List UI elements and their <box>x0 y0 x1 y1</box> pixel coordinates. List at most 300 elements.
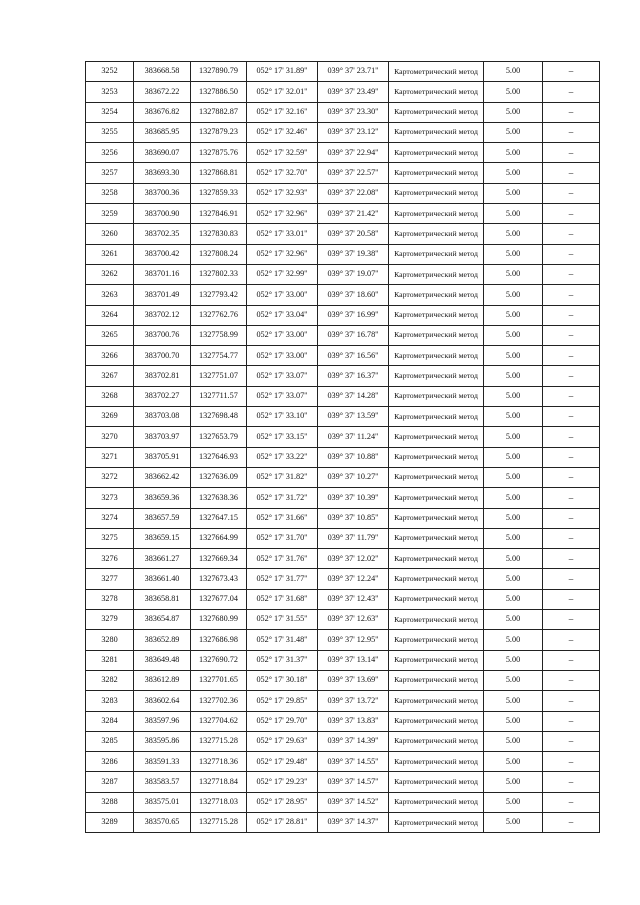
longitude-cell: 039° 37' 14.52" <box>318 792 389 812</box>
table-row <box>86 325 600 345</box>
longitude-cell: 039° 37' 23.49" <box>318 82 389 102</box>
accuracy-cell: 5.00 <box>484 711 543 731</box>
longitude-cell: 039° 37' 12.43" <box>318 589 389 609</box>
longitude-cell: 039° 37' 10.27" <box>318 467 389 487</box>
method-cell: Картометрический метод <box>389 386 484 406</box>
note-cell: – <box>543 447 600 467</box>
latitude-cell: 052° 17' 33.15" <box>247 427 318 447</box>
x-coordinate-cell: 383658.81 <box>134 589 191 609</box>
x-coordinate-cell: 383701.49 <box>134 285 191 305</box>
latitude-cell: 052° 17' 33.01" <box>247 224 318 244</box>
x-coordinate-cell: 383700.76 <box>134 325 191 345</box>
note-cell: – <box>543 792 600 812</box>
note-cell: – <box>543 305 600 325</box>
y-coordinate-cell: 1327882.87 <box>191 102 247 122</box>
accuracy-cell: 5.00 <box>484 204 543 224</box>
table-row <box>86 650 600 670</box>
y-coordinate-cell: 1327762.76 <box>191 305 247 325</box>
x-coordinate-cell: 383693.30 <box>134 163 191 183</box>
x-coordinate-cell: 383700.70 <box>134 346 191 366</box>
longitude-cell: 039° 37' 11.79" <box>318 528 389 548</box>
method-cell: Картометрический метод <box>389 772 484 792</box>
y-coordinate-cell: 1327718.84 <box>191 772 247 792</box>
note-cell: – <box>543 772 600 792</box>
y-coordinate-cell: 1327890.79 <box>191 62 247 82</box>
note-cell: – <box>543 508 600 528</box>
table-row <box>86 183 600 203</box>
latitude-cell: 052° 17' 29.23" <box>247 772 318 792</box>
method-cell: Картометрический метод <box>389 752 484 772</box>
latitude-cell: 052° 17' 28.81" <box>247 812 318 832</box>
table-row <box>86 772 600 792</box>
y-coordinate-cell: 1327715.28 <box>191 731 247 751</box>
note-cell: – <box>543 549 600 569</box>
method-cell: Картометрический метод <box>389 224 484 244</box>
x-coordinate-cell: 383659.36 <box>134 488 191 508</box>
longitude-cell: 039° 37' 10.88" <box>318 447 389 467</box>
x-coordinate-cell: 383612.89 <box>134 670 191 690</box>
longitude-cell: 039° 37' 19.38" <box>318 244 389 264</box>
table-row <box>86 346 600 366</box>
accuracy-cell: 5.00 <box>484 122 543 142</box>
y-coordinate-cell: 1327664.99 <box>191 528 247 548</box>
longitude-cell: 039° 37' 10.85" <box>318 508 389 528</box>
point-number-cell: 3283 <box>86 691 134 711</box>
note-cell: – <box>543 325 600 345</box>
y-coordinate-cell: 1327690.72 <box>191 650 247 670</box>
note-cell: – <box>543 528 600 548</box>
x-coordinate-cell: 383595.86 <box>134 731 191 751</box>
table-row <box>86 447 600 467</box>
accuracy-cell: 5.00 <box>484 386 543 406</box>
table-row <box>86 508 600 528</box>
latitude-cell: 052° 17' 33.07" <box>247 386 318 406</box>
table-row <box>86 204 600 224</box>
point-number-cell: 3253 <box>86 82 134 102</box>
longitude-cell: 039° 37' 18.60" <box>318 285 389 305</box>
point-number-cell: 3289 <box>86 812 134 832</box>
accuracy-cell: 5.00 <box>484 285 543 305</box>
latitude-cell: 052° 17' 30.18" <box>247 670 318 690</box>
longitude-cell: 039° 37' 13.14" <box>318 650 389 670</box>
latitude-cell: 052° 17' 33.22" <box>247 447 318 467</box>
y-coordinate-cell: 1327638.36 <box>191 488 247 508</box>
accuracy-cell: 5.00 <box>484 731 543 751</box>
point-number-cell: 3262 <box>86 264 134 284</box>
y-coordinate-cell: 1327677.04 <box>191 589 247 609</box>
x-coordinate-cell: 383672.22 <box>134 82 191 102</box>
x-coordinate-cell: 383652.89 <box>134 630 191 650</box>
accuracy-cell: 5.00 <box>484 549 543 569</box>
latitude-cell: 052° 17' 29.85" <box>247 691 318 711</box>
table-row <box>86 163 600 183</box>
note-cell: – <box>543 467 600 487</box>
table-body <box>86 62 600 833</box>
accuracy-cell: 5.00 <box>484 427 543 447</box>
longitude-cell: 039° 37' 12.63" <box>318 610 389 630</box>
table-row <box>86 366 600 386</box>
note-cell: – <box>543 264 600 284</box>
latitude-cell: 052° 17' 33.10" <box>247 407 318 427</box>
table-row <box>86 569 600 589</box>
x-coordinate-cell: 383662.42 <box>134 467 191 487</box>
point-number-cell: 3257 <box>86 163 134 183</box>
longitude-cell: 039° 37' 23.71" <box>318 62 389 82</box>
table-row <box>86 670 600 690</box>
longitude-cell: 039° 37' 23.12" <box>318 122 389 142</box>
x-coordinate-cell: 383676.82 <box>134 102 191 122</box>
y-coordinate-cell: 1327702.36 <box>191 691 247 711</box>
longitude-cell: 039° 37' 10.39" <box>318 488 389 508</box>
point-number-cell: 3273 <box>86 488 134 508</box>
x-coordinate-cell: 383597.96 <box>134 711 191 731</box>
table-row <box>86 285 600 305</box>
y-coordinate-cell: 1327680.99 <box>191 610 247 630</box>
latitude-cell: 052° 17' 31.76" <box>247 549 318 569</box>
method-cell: Картометрический метод <box>389 528 484 548</box>
y-coordinate-cell: 1327808.24 <box>191 244 247 264</box>
longitude-cell: 039° 37' 16.56" <box>318 346 389 366</box>
accuracy-cell: 5.00 <box>484 264 543 284</box>
latitude-cell: 052° 17' 28.95" <box>247 792 318 812</box>
point-number-cell: 3264 <box>86 305 134 325</box>
accuracy-cell: 5.00 <box>484 244 543 264</box>
longitude-cell: 039° 37' 14.28" <box>318 386 389 406</box>
note-cell: – <box>543 386 600 406</box>
y-coordinate-cell: 1327636.09 <box>191 467 247 487</box>
x-coordinate-cell: 383700.42 <box>134 244 191 264</box>
latitude-cell: 052° 17' 31.48" <box>247 630 318 650</box>
method-cell: Картометрический метод <box>389 305 484 325</box>
method-cell: Картометрический метод <box>389 508 484 528</box>
x-coordinate-cell: 383702.27 <box>134 386 191 406</box>
method-cell: Картометрический метод <box>389 691 484 711</box>
x-coordinate-cell: 383702.35 <box>134 224 191 244</box>
y-coordinate-cell: 1327868.81 <box>191 163 247 183</box>
latitude-cell: 052° 17' 32.99" <box>247 264 318 284</box>
y-coordinate-cell: 1327758.99 <box>191 325 247 345</box>
point-number-cell: 3252 <box>86 62 134 82</box>
y-coordinate-cell: 1327875.76 <box>191 143 247 163</box>
point-number-cell: 3278 <box>86 589 134 609</box>
point-number-cell: 3285 <box>86 731 134 751</box>
y-coordinate-cell: 1327830.83 <box>191 224 247 244</box>
table-row <box>86 244 600 264</box>
method-cell: Картометрический метод <box>389 285 484 305</box>
latitude-cell: 052° 17' 33.00" <box>247 325 318 345</box>
note-cell: – <box>543 630 600 650</box>
y-coordinate-cell: 1327718.03 <box>191 792 247 812</box>
latitude-cell: 052° 17' 31.37" <box>247 650 318 670</box>
method-cell: Картометрический метод <box>389 569 484 589</box>
longitude-cell: 039° 37' 13.59" <box>318 407 389 427</box>
latitude-cell: 052° 17' 32.46" <box>247 122 318 142</box>
method-cell: Картометрический метод <box>389 488 484 508</box>
x-coordinate-cell: 383661.27 <box>134 549 191 569</box>
method-cell: Картометрический метод <box>389 183 484 203</box>
coordinates-table <box>85 61 600 833</box>
table-row <box>86 305 600 325</box>
accuracy-cell: 5.00 <box>484 772 543 792</box>
method-cell: Картометрический метод <box>389 244 484 264</box>
x-coordinate-cell: 383685.95 <box>134 122 191 142</box>
x-coordinate-cell: 383583.57 <box>134 772 191 792</box>
x-coordinate-cell: 383690.07 <box>134 143 191 163</box>
note-cell: – <box>543 143 600 163</box>
latitude-cell: 052° 17' 29.70" <box>247 711 318 731</box>
note-cell: – <box>543 407 600 427</box>
table-row <box>86 386 600 406</box>
y-coordinate-cell: 1327751.07 <box>191 366 247 386</box>
latitude-cell: 052° 17' 29.48" <box>247 752 318 772</box>
x-coordinate-cell: 383703.08 <box>134 407 191 427</box>
method-cell: Картометрический метод <box>389 549 484 569</box>
point-number-cell: 3265 <box>86 325 134 345</box>
y-coordinate-cell: 1327802.33 <box>191 264 247 284</box>
point-number-cell: 3267 <box>86 366 134 386</box>
y-coordinate-cell: 1327793.42 <box>191 285 247 305</box>
accuracy-cell: 5.00 <box>484 346 543 366</box>
point-number-cell: 3280 <box>86 630 134 650</box>
longitude-cell: 039° 37' 16.78" <box>318 325 389 345</box>
accuracy-cell: 5.00 <box>484 62 543 82</box>
y-coordinate-cell: 1327718.36 <box>191 752 247 772</box>
x-coordinate-cell: 383701.16 <box>134 264 191 284</box>
longitude-cell: 039° 37' 21.42" <box>318 204 389 224</box>
method-cell: Картометрический метод <box>389 346 484 366</box>
table-row <box>86 82 600 102</box>
accuracy-cell: 5.00 <box>484 102 543 122</box>
y-coordinate-cell: 1327886.50 <box>191 82 247 102</box>
table-row <box>86 691 600 711</box>
table-row <box>86 467 600 487</box>
longitude-cell: 039° 37' 12.95" <box>318 630 389 650</box>
longitude-cell: 039° 37' 13.72" <box>318 691 389 711</box>
longitude-cell: 039° 37' 14.37" <box>318 812 389 832</box>
x-coordinate-cell: 383659.15 <box>134 528 191 548</box>
point-number-cell: 3260 <box>86 224 134 244</box>
table-row <box>86 610 600 630</box>
method-cell: Картометрический метод <box>389 62 484 82</box>
method-cell: Картометрический метод <box>389 650 484 670</box>
note-cell: – <box>543 346 600 366</box>
x-coordinate-cell: 383705.91 <box>134 447 191 467</box>
accuracy-cell: 5.00 <box>484 630 543 650</box>
note-cell: – <box>543 163 600 183</box>
note-cell: – <box>543 589 600 609</box>
point-number-cell: 3271 <box>86 447 134 467</box>
accuracy-cell: 5.00 <box>484 183 543 203</box>
accuracy-cell: 5.00 <box>484 488 543 508</box>
method-cell: Картометрический метод <box>389 630 484 650</box>
accuracy-cell: 5.00 <box>484 224 543 244</box>
longitude-cell: 039° 37' 22.94" <box>318 143 389 163</box>
x-coordinate-cell: 383700.90 <box>134 204 191 224</box>
accuracy-cell: 5.00 <box>484 569 543 589</box>
x-coordinate-cell: 383575.01 <box>134 792 191 812</box>
table-row <box>86 528 600 548</box>
table-row <box>86 792 600 812</box>
table-row <box>86 62 600 82</box>
method-cell: Картометрический метод <box>389 82 484 102</box>
longitude-cell: 039° 37' 14.39" <box>318 731 389 751</box>
point-number-cell: 3287 <box>86 772 134 792</box>
table-row <box>86 264 600 284</box>
note-cell: – <box>543 610 600 630</box>
longitude-cell: 039° 37' 14.55" <box>318 752 389 772</box>
table-row <box>86 812 600 832</box>
accuracy-cell: 5.00 <box>484 589 543 609</box>
note-cell: – <box>543 82 600 102</box>
latitude-cell: 052° 17' 32.16" <box>247 102 318 122</box>
latitude-cell: 052° 17' 33.00" <box>247 346 318 366</box>
method-cell: Картометрический метод <box>389 427 484 447</box>
accuracy-cell: 5.00 <box>484 792 543 812</box>
accuracy-cell: 5.00 <box>484 508 543 528</box>
y-coordinate-cell: 1327846.91 <box>191 204 247 224</box>
table-row <box>86 549 600 569</box>
longitude-cell: 039° 37' 22.08" <box>318 183 389 203</box>
accuracy-cell: 5.00 <box>484 366 543 386</box>
method-cell: Картометрический метод <box>389 589 484 609</box>
note-cell: – <box>543 224 600 244</box>
point-number-cell: 3270 <box>86 427 134 447</box>
table-row <box>86 731 600 751</box>
x-coordinate-cell: 383700.36 <box>134 183 191 203</box>
note-cell: – <box>543 244 600 264</box>
method-cell: Картометрический метод <box>389 102 484 122</box>
latitude-cell: 052° 17' 32.70" <box>247 163 318 183</box>
x-coordinate-cell: 383570.65 <box>134 812 191 832</box>
method-cell: Картометрический метод <box>389 143 484 163</box>
accuracy-cell: 5.00 <box>484 670 543 690</box>
point-number-cell: 3266 <box>86 346 134 366</box>
note-cell: – <box>543 670 600 690</box>
note-cell: – <box>543 122 600 142</box>
point-number-cell: 3279 <box>86 610 134 630</box>
note-cell: – <box>543 650 600 670</box>
accuracy-cell: 5.00 <box>484 163 543 183</box>
y-coordinate-cell: 1327686.98 <box>191 630 247 650</box>
accuracy-cell: 5.00 <box>484 467 543 487</box>
accuracy-cell: 5.00 <box>484 325 543 345</box>
accuracy-cell: 5.00 <box>484 82 543 102</box>
latitude-cell: 052° 17' 31.77" <box>247 569 318 589</box>
accuracy-cell: 5.00 <box>484 691 543 711</box>
x-coordinate-cell: 383649.48 <box>134 650 191 670</box>
method-cell: Картометрический метод <box>389 204 484 224</box>
table-row <box>86 427 600 447</box>
method-cell: Картометрический метод <box>389 325 484 345</box>
x-coordinate-cell: 383654.87 <box>134 610 191 630</box>
longitude-cell: 039° 37' 12.02" <box>318 549 389 569</box>
latitude-cell: 052° 17' 33.07" <box>247 366 318 386</box>
method-cell: Картометрический метод <box>389 792 484 812</box>
y-coordinate-cell: 1327673.43 <box>191 569 247 589</box>
accuracy-cell: 5.00 <box>484 528 543 548</box>
y-coordinate-cell: 1327879.23 <box>191 122 247 142</box>
y-coordinate-cell: 1327653.79 <box>191 427 247 447</box>
longitude-cell: 039° 37' 23.30" <box>318 102 389 122</box>
note-cell: – <box>543 711 600 731</box>
x-coordinate-cell: 383657.59 <box>134 508 191 528</box>
note-cell: – <box>543 204 600 224</box>
point-number-cell: 3259 <box>86 204 134 224</box>
accuracy-cell: 5.00 <box>484 812 543 832</box>
accuracy-cell: 5.00 <box>484 610 543 630</box>
method-cell: Картометрический метод <box>389 812 484 832</box>
method-cell: Картометрический метод <box>389 731 484 751</box>
x-coordinate-cell: 383661.40 <box>134 569 191 589</box>
point-number-cell: 3284 <box>86 711 134 731</box>
y-coordinate-cell: 1327701.65 <box>191 670 247 690</box>
point-number-cell: 3281 <box>86 650 134 670</box>
y-coordinate-cell: 1327646.93 <box>191 447 247 467</box>
point-number-cell: 3254 <box>86 102 134 122</box>
latitude-cell: 052° 17' 33.00" <box>247 285 318 305</box>
accuracy-cell: 5.00 <box>484 447 543 467</box>
accuracy-cell: 5.00 <box>484 752 543 772</box>
longitude-cell: 039° 37' 22.57" <box>318 163 389 183</box>
note-cell: – <box>543 183 600 203</box>
point-number-cell: 3275 <box>86 528 134 548</box>
method-cell: Картометрический метод <box>389 163 484 183</box>
y-coordinate-cell: 1327754.77 <box>191 346 247 366</box>
latitude-cell: 052° 17' 31.66" <box>247 508 318 528</box>
note-cell: – <box>543 366 600 386</box>
y-coordinate-cell: 1327698.48 <box>191 407 247 427</box>
note-cell: – <box>543 752 600 772</box>
note-cell: – <box>543 488 600 508</box>
table-row <box>86 589 600 609</box>
x-coordinate-cell: 383703.97 <box>134 427 191 447</box>
accuracy-cell: 5.00 <box>484 407 543 427</box>
table-row <box>86 102 600 122</box>
point-number-cell: 3261 <box>86 244 134 264</box>
note-cell: – <box>543 731 600 751</box>
method-cell: Картометрический метод <box>389 264 484 284</box>
x-coordinate-cell: 383591.33 <box>134 752 191 772</box>
latitude-cell: 052° 17' 31.82" <box>247 467 318 487</box>
latitude-cell: 052° 17' 31.72" <box>247 488 318 508</box>
table-row <box>86 752 600 772</box>
x-coordinate-cell: 383668.58 <box>134 62 191 82</box>
point-number-cell: 3272 <box>86 467 134 487</box>
note-cell: – <box>543 427 600 447</box>
latitude-cell: 052° 17' 29.63" <box>247 731 318 751</box>
longitude-cell: 039° 37' 12.24" <box>318 569 389 589</box>
y-coordinate-cell: 1327859.33 <box>191 183 247 203</box>
method-cell: Картометрический метод <box>389 711 484 731</box>
longitude-cell: 039° 37' 19.07" <box>318 264 389 284</box>
accuracy-cell: 5.00 <box>484 650 543 670</box>
x-coordinate-cell: 383702.12 <box>134 305 191 325</box>
method-cell: Картометрический метод <box>389 467 484 487</box>
note-cell: – <box>543 62 600 82</box>
y-coordinate-cell: 1327711.57 <box>191 386 247 406</box>
method-cell: Картометрический метод <box>389 407 484 427</box>
point-number-cell: 3269 <box>86 407 134 427</box>
latitude-cell: 052° 17' 31.68" <box>247 589 318 609</box>
longitude-cell: 039° 37' 20.58" <box>318 224 389 244</box>
method-cell: Картометрический метод <box>389 670 484 690</box>
latitude-cell: 052° 17' 31.70" <box>247 528 318 548</box>
note-cell: – <box>543 812 600 832</box>
method-cell: Картометрический метод <box>389 610 484 630</box>
point-number-cell: 3268 <box>86 386 134 406</box>
point-number-cell: 3263 <box>86 285 134 305</box>
accuracy-cell: 5.00 <box>484 143 543 163</box>
